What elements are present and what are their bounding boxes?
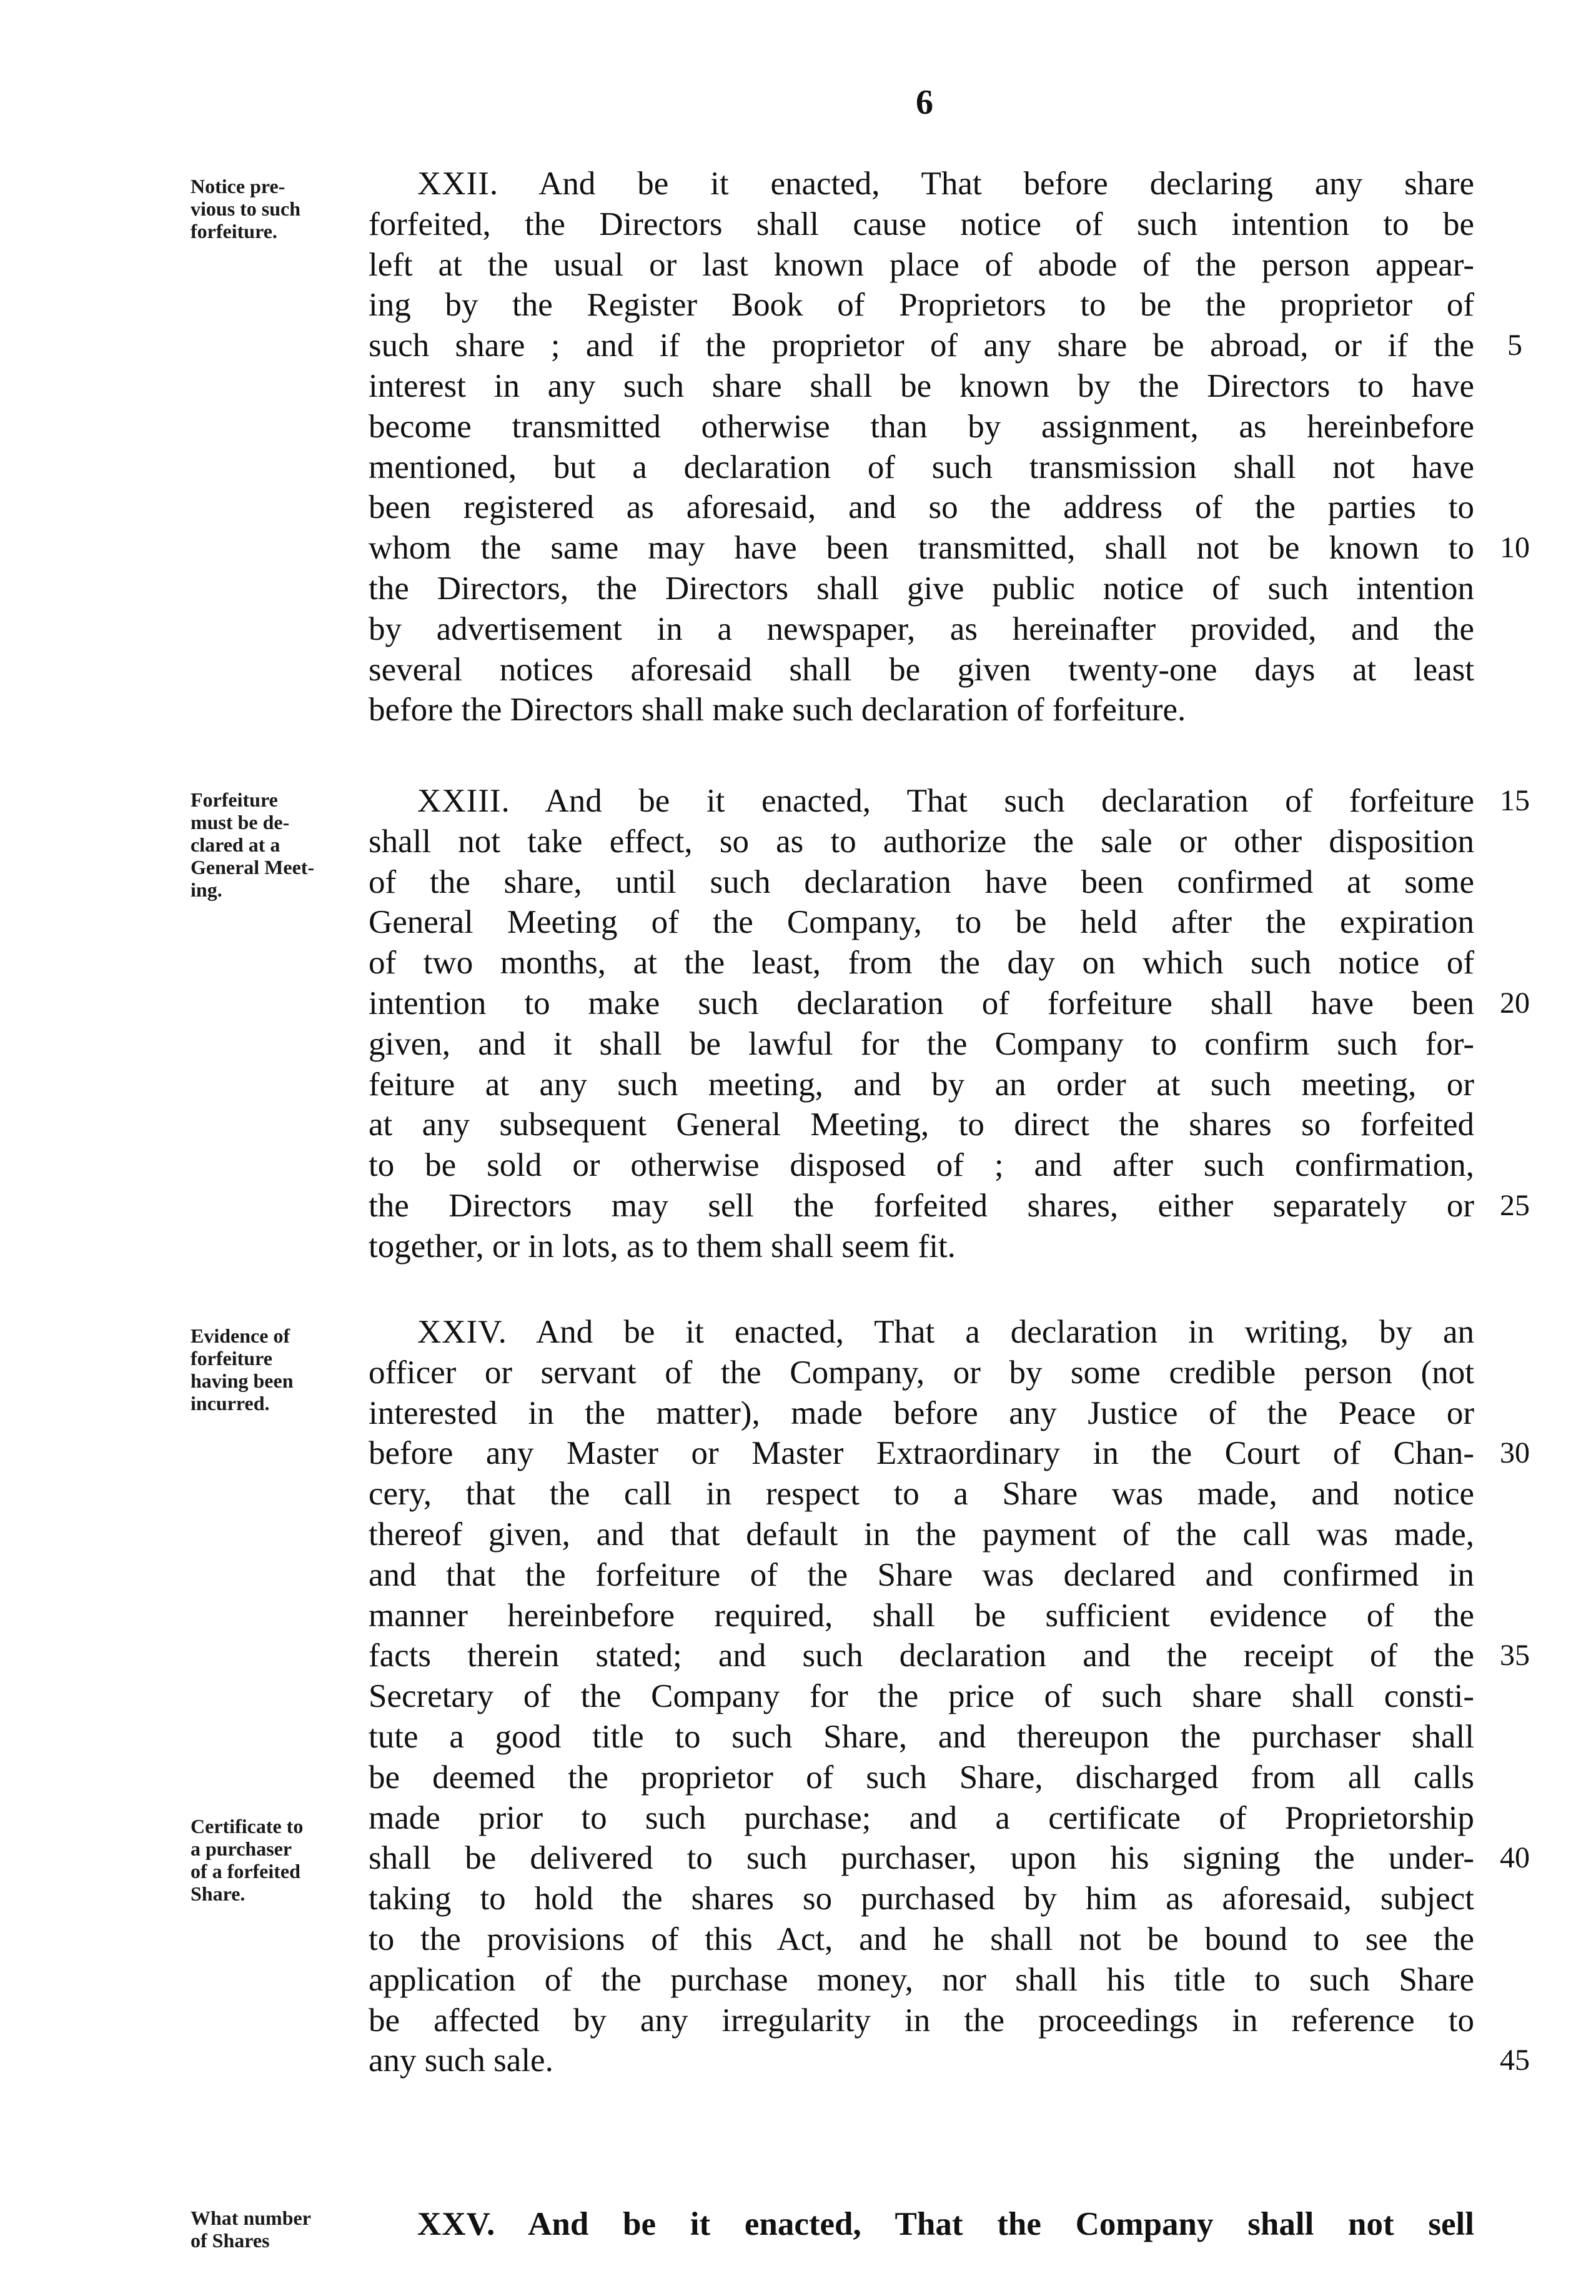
body-line: General Meeting of the Company, to be held after the expiration	[369, 904, 1474, 941]
line-number: 15	[1500, 784, 1530, 817]
body-line: cery, that the call in respect to a Share was made, and notice	[369, 1476, 1474, 1513]
body-line: any such sale.	[369, 2042, 553, 2079]
line-number: 45	[1500, 2044, 1530, 2077]
body-line: be deemed the proprietor of such Share, discharged from all calls	[369, 1759, 1474, 1796]
body-line: officer or servant of the Company, or by some credible person (not	[369, 1354, 1474, 1391]
section-xxii	[369, 164, 1474, 730]
body-line: XXIV. And be it enacted, That a declaration in writing, by an	[417, 1314, 1475, 1350]
body-line: together, or in lots, as to them shall seem fit.	[369, 1228, 956, 1265]
body-line: mentioned, but a declaration of such transmission shall not have	[369, 449, 1474, 485]
body-line: to the provisions of this Act, and he shall not be bound to see the	[369, 1921, 1474, 1957]
body-line: ing by the Register Book of Proprietors to be the proprietor of	[369, 287, 1474, 324]
body-line: XXV. And be it enacted, That the Company shall not sell	[417, 2206, 1474, 2242]
body-line: and that the forfeiture of the Share was declared and confirmed in	[369, 1556, 1474, 1593]
section-xxiv	[369, 1312, 1474, 2081]
body-line: application of the purchase money, nor shall his title to such Share	[369, 1961, 1474, 1998]
line-number: 10	[1500, 531, 1530, 564]
body-line: of the share, until such declaration have been confirmed at some	[369, 863, 1474, 900]
body-line: intention to make such declaration of forfeiture shall have been	[369, 985, 1474, 1021]
side-note-forfeiture-must-be-declared: Forfeiture must be de- clared at a General Meet- ing.	[191, 788, 315, 901]
body-line: made prior to such purchase; and a certificate of Proprietorship	[369, 1799, 1474, 1836]
section-xxiii	[369, 781, 1474, 1267]
body-line: facts therein stated; and such declaration and the receipt of the	[369, 1638, 1474, 1674]
section-number: XXIII.	[417, 783, 510, 819]
line-number: 20	[1500, 986, 1530, 1020]
side-note-evidence-of-forfeiture: Evidence of forfeiture having been incurred.	[191, 1324, 294, 1414]
body-line: several notices aforesaid shall be given twenty-one days at least	[369, 651, 1474, 688]
body-line: manner hereinbefore required, shall be sufficient evidence of the	[369, 1597, 1474, 1634]
body-line: feiture at any such meeting, and by an order at such meeting, or	[369, 1066, 1474, 1103]
body-line: whom the same may have been transmitted, shall not be known to	[369, 530, 1474, 567]
line-number: 30	[1500, 1436, 1530, 1469]
body-line: the Directors, the Directors shall give public notice of such intention	[369, 570, 1474, 607]
body-line: thereof given, and that default in the payment of the call was made,	[369, 1516, 1474, 1553]
section-number: XXII.	[417, 166, 499, 202]
page-number: 6	[916, 83, 933, 122]
body-line: Secretary of the Company for the price of such share shall consti-	[369, 1678, 1474, 1715]
body-line: given, and it shall be lawful for the Company to confirm such for-	[369, 1025, 1474, 1062]
body-line: at any subsequent General Meeting, to direct the shares so forfeited	[369, 1106, 1474, 1143]
section-number: XXV.	[417, 2206, 496, 2242]
body-line: by advertisement in a newspaper, as hereinafter provided, and the	[369, 610, 1474, 647]
body-line: of two months, at the least, from the day on which such notice of	[369, 945, 1474, 982]
body-line: the Directors may sell the forfeited shares, either separately or	[369, 1187, 1474, 1224]
body-line: become transmitted otherwise than by assignment, as hereinbefore	[369, 408, 1474, 445]
line-number: 35	[1500, 1639, 1530, 1672]
body-line: been registered as aforesaid, and so the address of the parties to	[369, 489, 1474, 526]
body-line: tute a good title to such Share, and thereupon the purchaser shall	[369, 1718, 1474, 1755]
body-line: XXII. And be it enacted, That before declaring any share	[417, 166, 1474, 202]
side-note-what-number-of-shares: What number of Shares	[191, 2207, 311, 2252]
side-note-notice-previous-to-forfeiture: Notice pre- vious to such forfeiture.	[191, 175, 301, 242]
body-line: XXIII. And be it enacted, That such declaration of forfeiture	[417, 783, 1474, 819]
body-line: to be sold or otherwise disposed of ; and after such confirmation,	[369, 1147, 1474, 1184]
line-number: 5	[1507, 329, 1522, 362]
section-number: XXIV.	[417, 1314, 507, 1350]
body-line: be affected by any irregularity in the proceedings in reference to	[369, 2002, 1474, 2039]
body-line: left at the usual or last known place of abode of the person appear-	[369, 246, 1474, 283]
body-line: shall be delivered to such purchaser, upon his signing the under-	[369, 1840, 1474, 1877]
line-number: 25	[1500, 1189, 1530, 1222]
body-line: before the Directors shall make such declaration of forfeiture.	[369, 692, 1186, 728]
body-line: such share ; and if the proprietor of any share be abroad, or if the	[369, 327, 1474, 364]
body-line: forfeited, the Directors shall cause notice of such intention to be	[369, 206, 1474, 242]
body-line: taking to hold the shares so purchased by him as aforesaid, subject	[369, 1881, 1474, 1917]
line-number: 40	[1500, 1841, 1530, 1874]
body-line: shall not take effect, so as to authorize the sale or other disposition	[369, 823, 1474, 860]
section-xxv	[369, 2204, 1474, 2245]
body-line: before any Master or Master Extraordinary in the Court of Chan-	[369, 1435, 1474, 1472]
body-line: interested in the matter), made before any Justice of the Peace or	[369, 1394, 1474, 1431]
side-note-certificate-to-purchaser: Certificate to a purchaser of a forfeited Share.	[191, 1815, 304, 1905]
body-line: interest in any such share shall be known by the Directors to have	[369, 367, 1474, 404]
